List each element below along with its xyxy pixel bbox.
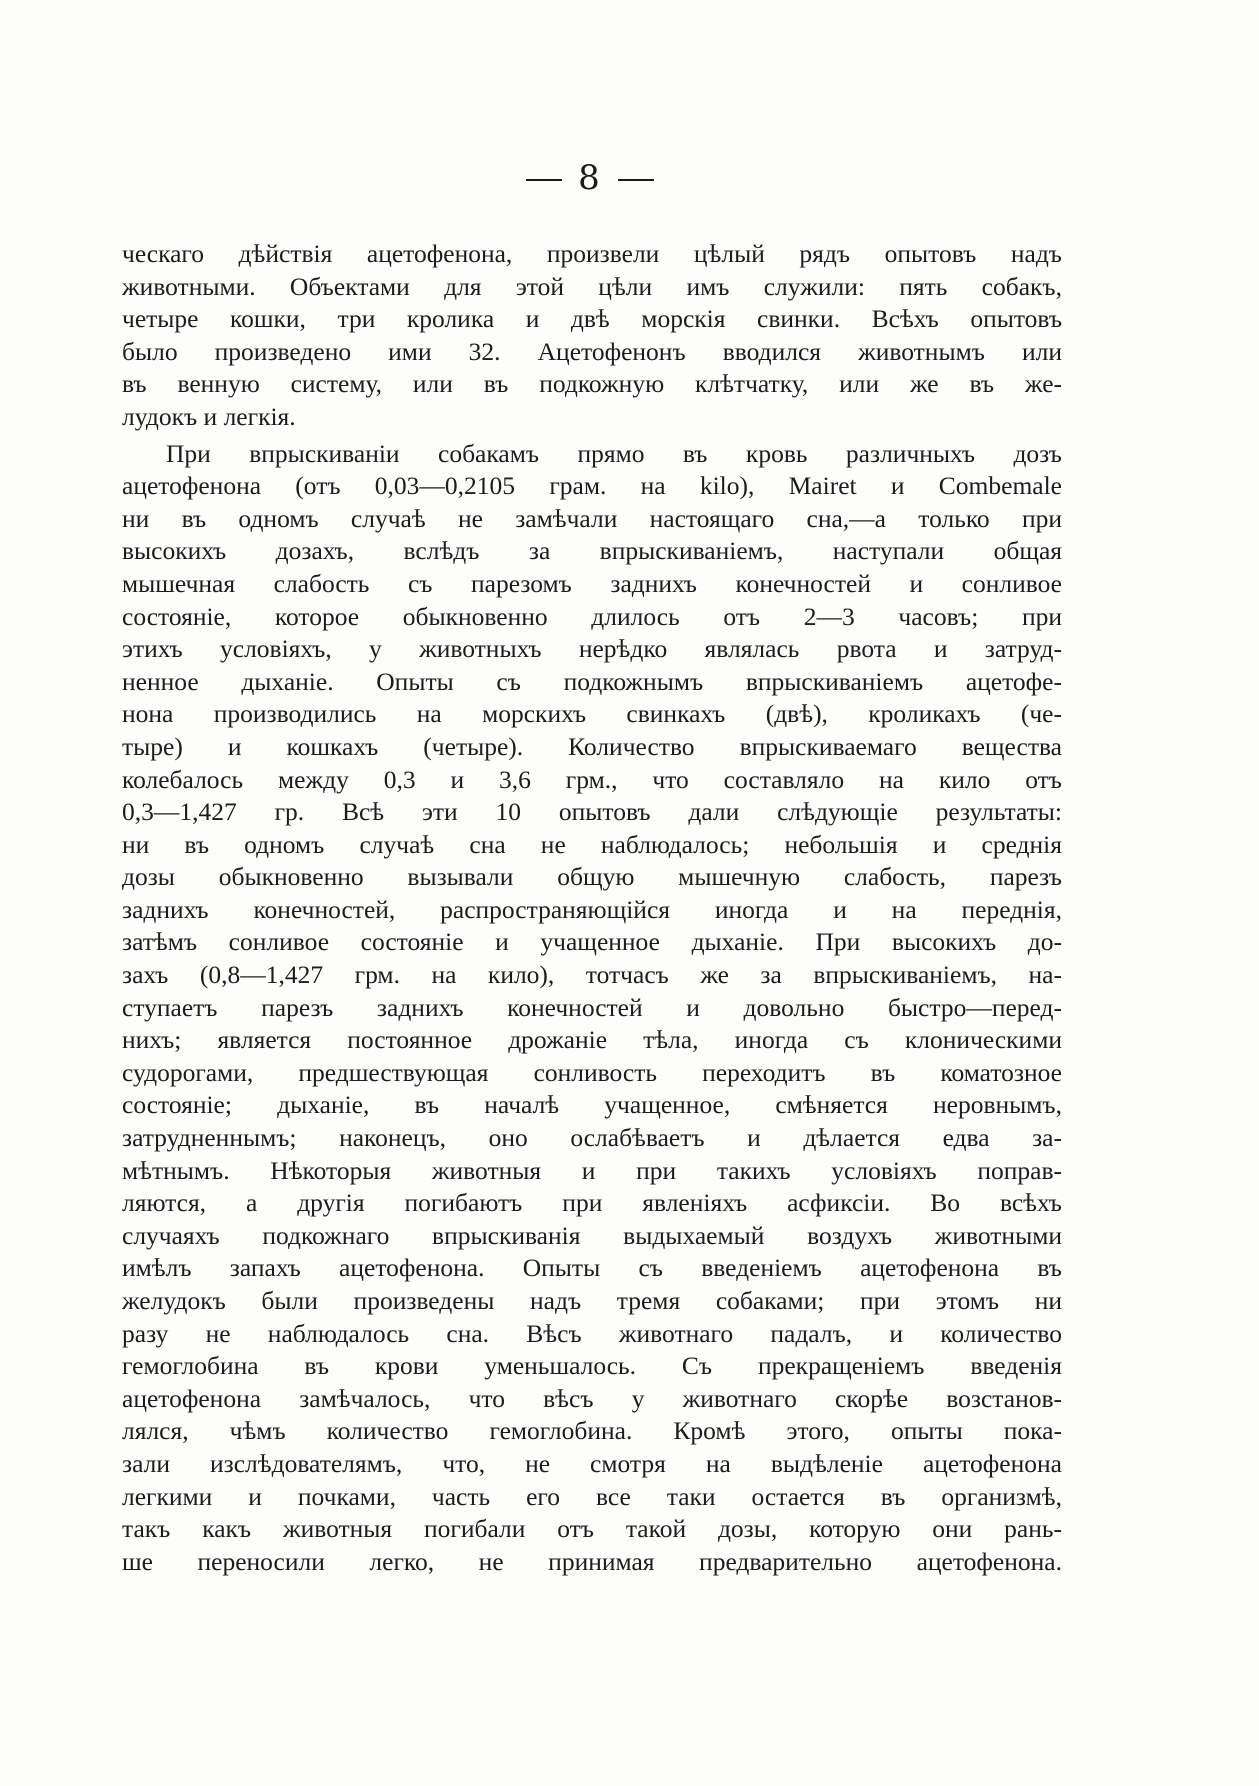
text-line: лялся, чѣмъ количество гемоглобина. Кромѣ этого, опыты пока- (122, 1416, 1062, 1446)
text-line: было произведено ими 32. Ацетофенонъ вводился животнымъ или (122, 336, 1062, 366)
text-line: 0,3—1,427 гр. Всѣ эти 10 опытовъ дали слѣдующіе результаты: (122, 797, 1062, 827)
text-line: мѣтнымъ. Нѣкоторыя животныя и при такихъ условіяхъ поправ- (122, 1155, 1062, 1185)
text-line: имѣлъ запахъ ацетофенона. Опыты съ введеніемъ ацетофенона въ (122, 1253, 1062, 1283)
text-line: тыре) и кошкахъ (четыре). Количество впрыскиваемаго вещества (122, 731, 1062, 761)
text-line: нона производились на морскихъ свинкахъ (двѣ), кроликахъ (че- (122, 699, 1062, 729)
text-line: ни въ одномъ случаѣ не замѣчали настоящаго сна,—а только при (122, 503, 1062, 533)
text-line: лудокъ и легкія. (122, 401, 296, 431)
text-line: гемоглобина въ крови уменьшалось. Съ прекращеніемъ введенія (122, 1351, 1062, 1381)
text-line: этихъ условіяхъ, у животныхъ нерѣдко являлась рвота и затруд- (122, 634, 1062, 664)
text-line: При впрыскиваніи собакамъ прямо въ кровь различныхъ дозъ (166, 438, 1062, 468)
text-line: разу не наблюдалось сна. Вѣсъ животнаго падалъ, и количество (122, 1318, 1062, 1348)
text-line: колебалось между 0,3 и 3,6 грм., что составляло на кило отъ (122, 764, 1062, 794)
text-line: затрудненнымъ; наконецъ, оно ослабѣваетъ и дѣлается едва за- (122, 1123, 1062, 1153)
text-line: захъ (0,8—1,427 грм. на кило), тотчасъ же за впрыскиваніемъ, на- (122, 960, 1062, 990)
text-line: зали изслѣдователямъ, что, не смотря на выдѣленіе ацетофенона (122, 1448, 1062, 1478)
text-line: ступаетъ парезъ заднихъ конечностей и довольно быстро—перед- (122, 992, 1062, 1022)
text-line: ляются, а другія погибаютъ при явленіяхъ асфиксіи. Во всѣхъ (122, 1188, 1062, 1218)
text-line: ацетофенона (отъ 0,03—0,2105 грам. на kilo), Mairet и Combemale (122, 471, 1062, 501)
text-line: нихъ; является постоянное дрожаніе тѣла, иногда съ клоническими (122, 1025, 1062, 1055)
right-dash (618, 179, 654, 181)
text-line: животными. Объектами для этой цѣли имъ служили: пять собакъ, (122, 271, 1062, 301)
text-line: ческаго дѣйствія ацетофенона, произвели цѣлый рядъ опытовъ надъ (122, 239, 1062, 268)
text-line: случаяхъ подкожнаго впрыскиванія выдыхаемый воздухъ животными (122, 1220, 1062, 1250)
text-line: желудокъ были произведены надъ тремя собаками; при этомъ ни (122, 1286, 1062, 1315)
text-line: ненное дыханіе. Опыты съ подкожнымъ впрыскиваніемъ ацетофе- (122, 666, 1062, 696)
text-line: легкими и почками, часть его все таки остается въ организмѣ, (122, 1481, 1062, 1511)
text-line: состояніе, которое обыкновенно длилось отъ 2—3 часовъ; при (122, 601, 1062, 631)
text-line: ше переносили легко, не принимая предварительно ацетофенона. (122, 1546, 1062, 1576)
page-number-header (0, 158, 1180, 198)
body-text (122, 238, 1062, 1578)
text-line: ацетофенона замѣчалось, что вѣсъ у животнаго скорѣе возстанов- (122, 1383, 1062, 1413)
text-line: высокихъ дозахъ, вслѣдъ за впрыскиваніемъ, наступали общая (122, 536, 1062, 566)
left-dash (526, 179, 562, 181)
text-line: въ венную систему, или въ подкожную клѣтчатку, или же въ же- (122, 369, 1062, 399)
text-line: такъ какъ животныя погибали отъ такой дозы, которую они рань- (122, 1514, 1062, 1544)
text-line: дозы обыкновенно вызывали общую мышечную слабость, парезъ (122, 862, 1062, 892)
text-line: ни въ одномъ случаѣ сна не наблюдалось; небольшія и среднія (122, 829, 1062, 859)
text-line: состояніе; дыханіе, въ началѣ учащенное, смѣняется неровнымъ, (122, 1090, 1062, 1120)
text-line: судорогами, предшествующая сонливость переходитъ въ коматозное (122, 1057, 1062, 1087)
page-number: 8 (578, 158, 602, 198)
text-line: заднихъ конечностей, распространяющійся иногда и на переднія, (122, 894, 1062, 924)
text-line: затѣмъ сонливое состояніе и учащенное дыханіе. При высокихъ до- (122, 927, 1062, 957)
text-line: мышечная слабость съ парезомъ заднихъ конечностей и сонливое (122, 568, 1062, 598)
text-line: четыре кошки, три кролика и двѣ морскія свинки. Всѣхъ опытовъ (122, 304, 1062, 334)
